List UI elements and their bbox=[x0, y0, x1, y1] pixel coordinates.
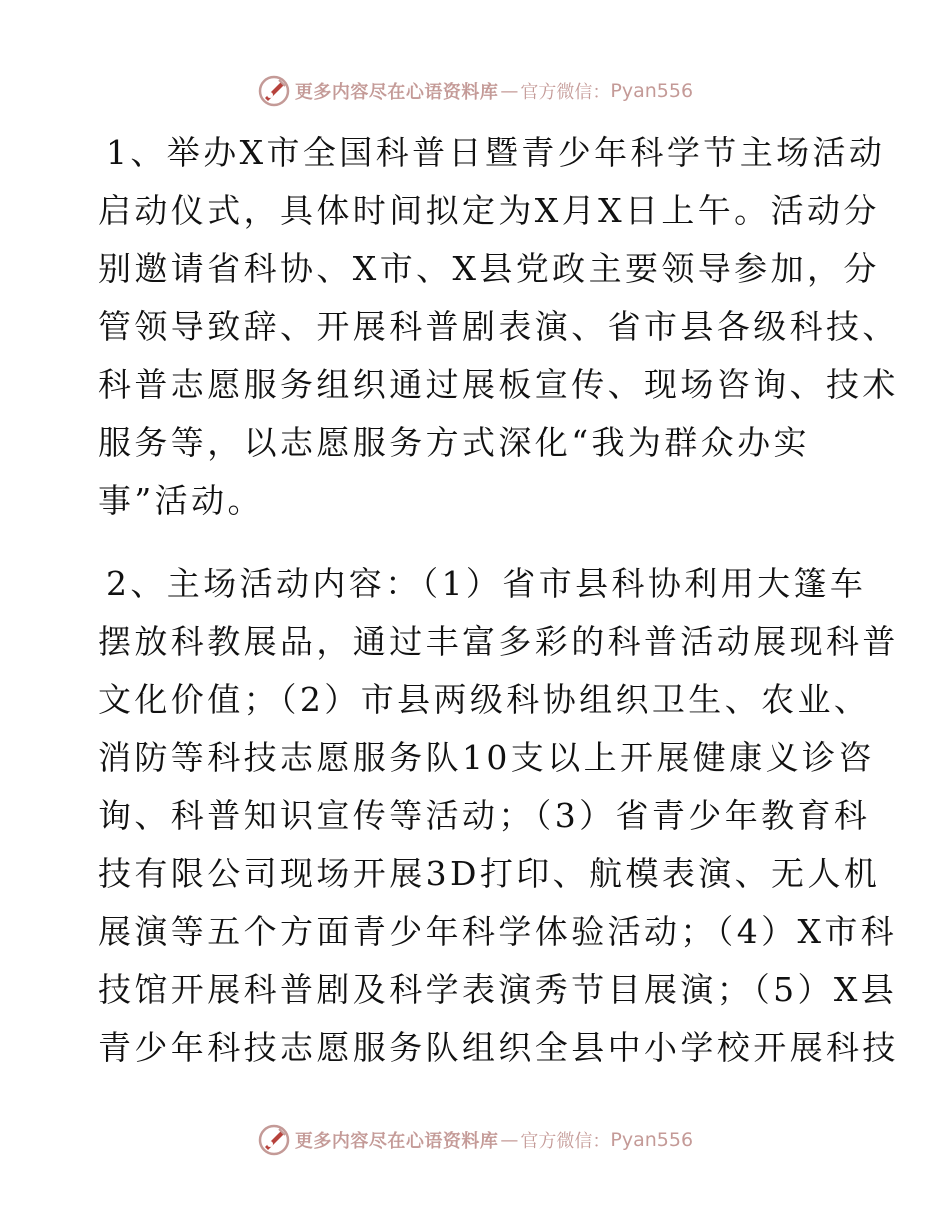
logo-icon bbox=[257, 1123, 291, 1157]
paragraph-1-line-4: 管领导致辞、开展科普剧表演、省市县各级科技、 bbox=[98, 307, 899, 346]
paragraph-1-line-5: 科普志愿服务组织通过展板宣传、现场咨询、技术 bbox=[98, 365, 899, 404]
banner-site-text: 更多内容尽在心语资料库 bbox=[294, 82, 499, 103]
paragraph-2-line-6: 技有限公司现场开展3D打印、航模表演、无人机 bbox=[98, 854, 881, 893]
paragraph-2-line-1: 2、主场活动内容：（1）省市县科协利用大篷车 bbox=[106, 564, 867, 603]
banner-wechat-label: 官方微信： bbox=[520, 1131, 611, 1152]
paragraph-1-line-3: 别邀请省科协、X市、X县党政主要领导参加，分 bbox=[98, 249, 880, 288]
banner-dash: — bbox=[500, 1129, 519, 1151]
banner-dash: — bbox=[500, 80, 519, 102]
paragraph-2-line-3: 文化价值；（2）市县两级科协组织卫生、农业、 bbox=[98, 680, 871, 719]
document-body bbox=[98, 124, 899, 1077]
header-watermark-banner bbox=[0, 71, 950, 111]
banner-site-text: 更多内容尽在心语资料库 bbox=[294, 1131, 499, 1152]
paragraph-2-line-5: 询、科普知识宣传等活动；（3）省青少年教育科 bbox=[98, 796, 871, 835]
paragraph-2-line-2: 摆放科教展品，通过丰富多彩的科普活动展现科普 bbox=[98, 622, 899, 661]
paragraph-2-line-4: 消防等科技志愿服务队10支以上开展健康义诊咨 bbox=[98, 738, 875, 777]
banner-wechat-label: 官方微信： bbox=[520, 82, 611, 103]
footer-watermark-banner bbox=[0, 1120, 950, 1160]
logo-icon bbox=[257, 74, 291, 108]
paragraph-2-line-7: 展演等五个方面青少年科学体验活动；（4）X市科 bbox=[98, 912, 898, 951]
paragraph-1-line-2: 启动仪式，具体时间拟定为X月X日上午。活动分 bbox=[98, 191, 880, 230]
paragraph-2-line-8: 技馆开展科普剧及科学表演秀节目展演；（5）X县 bbox=[98, 970, 898, 1009]
banner-wechat-id: Pyan556 bbox=[610, 80, 694, 102]
paragraph-2-line-9: 青少年科技志愿服务队组织全县中小学校开展科技 bbox=[98, 1028, 899, 1067]
paragraph-1 bbox=[98, 124, 899, 530]
paragraph-1-line-1: 1、举办X市全国科普日暨青少年科学节主场活动 bbox=[106, 133, 886, 172]
banner-wechat-id: Pyan556 bbox=[610, 1129, 694, 1151]
paragraph-1-line-7: 事”活动。 bbox=[98, 481, 264, 520]
paragraph-1-line-6: 服务等，以志愿服务方式深化“我为群众办实 bbox=[98, 423, 810, 462]
paragraph-2 bbox=[98, 555, 899, 1077]
